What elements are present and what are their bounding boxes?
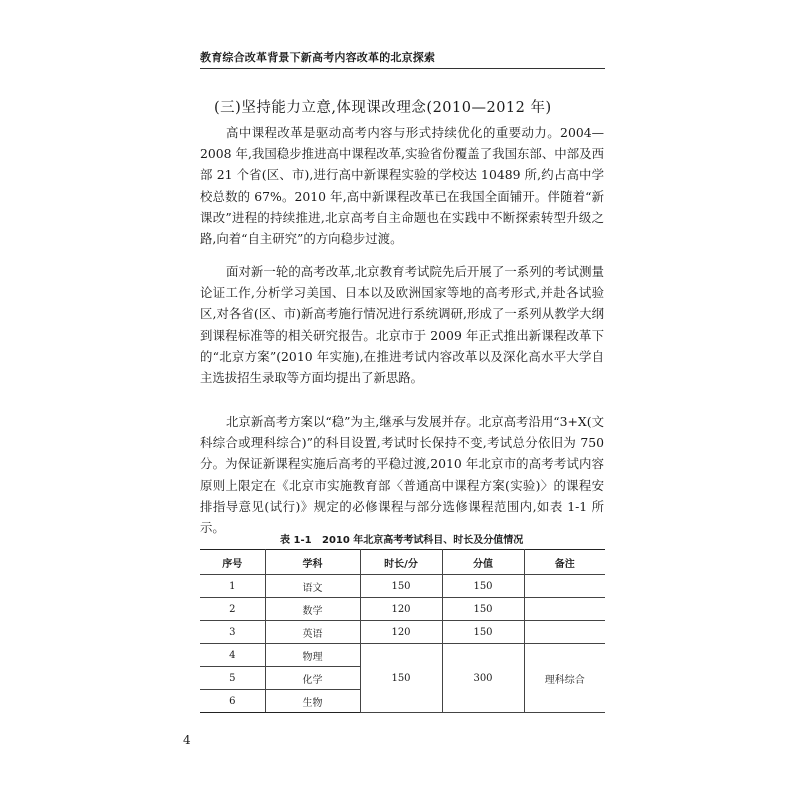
row-no: 5 [200, 667, 265, 690]
row-subject: 生物 [265, 690, 360, 713]
table-row [200, 575, 605, 598]
column-header-subject: 学科 [265, 550, 360, 575]
table-row [200, 621, 605, 644]
row-note [524, 621, 605, 644]
row-no: 1 [200, 575, 265, 598]
header-rule [200, 68, 605, 69]
row-no: 4 [200, 644, 265, 667]
row-score: 150 [442, 621, 524, 644]
body-paragraph-1: 高中课程改革是驱动高考内容与形式持续优化的重要动力。2004—2008 年,我国稳步推进高中课程改革,实验省份覆盖了我国东部、中部及西部 21 个省(区、市),进行高中新课程实验的学校达 10489 所,约占高中学校总数的 67%。2010 年,高中新课程改革已在我国全面铺开。伴随着“新课改”进程的持续推进,北京高考自主命题也在实践中不断探索转型升级之路,向着“自主研究”的方向稳步过渡。 [200, 125, 604, 247]
row-subject: 数学 [265, 598, 360, 621]
column-header-duration: 时长/分 [360, 550, 442, 575]
column-header-note: 备注 [524, 550, 605, 575]
running-header: 教育综合改革背景下新高考内容改革的北京探索 [200, 51, 436, 64]
page-number: 4 [183, 733, 191, 747]
row-duration: 120 [360, 621, 442, 644]
row-no: 6 [200, 690, 265, 713]
row-no: 3 [200, 621, 265, 644]
table-row [200, 644, 605, 667]
row-duration: 150 [360, 575, 442, 598]
body-paragraph-2: 面对新一轮的高考改革,北京教育考试院先后开展了一系列的考试测量论证工作,分析学习美国、日本以及欧洲国家等地的高考形式,并赴各试验区,对各省(区、市)新高考施行情况进行系统调研,形成了一系列从教学大纲到课程标准等的相关研究报告。北京市于 2009 年正式推出新课程改革下的“北京方案”(2010 年实施),在推进考试内容改革以及深化高水平大学自主选拔招生录取等方面均提出了新思路。 [200, 264, 604, 386]
table-caption: 表 1-1 2010 年北京高考考试科目、时长及分值情况 [280, 535, 524, 546]
row-subject: 化学 [265, 667, 360, 690]
row-score: 150 [442, 598, 524, 621]
column-header-score: 分值 [442, 550, 524, 575]
row-note [524, 598, 605, 621]
body-paragraph-3: 北京新高考方案以“稳”为主,继承与发展并存。北京高考沿用“3+X(文科综合或理科综合)”的科目设置,考试时长保持不变,考试总分依旧为 750 分。为保证新课程实施后高考的平稳过渡,2010 年北京市的高考考试内容原则上限定在《北京市实施教育部〈普通高中课程方案(实验)〉的课程安排指导意见(试行)》规定的必修课程与部分选修课程范围内,如表 1-1 所示。 [200, 414, 604, 536]
row-subject: 英语 [265, 621, 360, 644]
table-row [200, 598, 605, 621]
science-combined-duration: 150 [360, 644, 442, 713]
row-score: 150 [442, 575, 524, 598]
row-no: 2 [200, 598, 265, 621]
row-subject: 语文 [265, 575, 360, 598]
row-subject: 物理 [265, 644, 360, 667]
science-combined-note: 理科综合 [524, 644, 605, 713]
row-duration: 120 [360, 598, 442, 621]
exam-subjects-table [200, 549, 605, 713]
table-header-row [200, 550, 605, 575]
section-heading: (三)坚持能力立意,体现课改理念(2010—2012 年) [214, 100, 552, 116]
row-note [524, 575, 605, 598]
science-combined-score: 300 [442, 644, 524, 713]
column-header-no: 序号 [200, 550, 265, 575]
